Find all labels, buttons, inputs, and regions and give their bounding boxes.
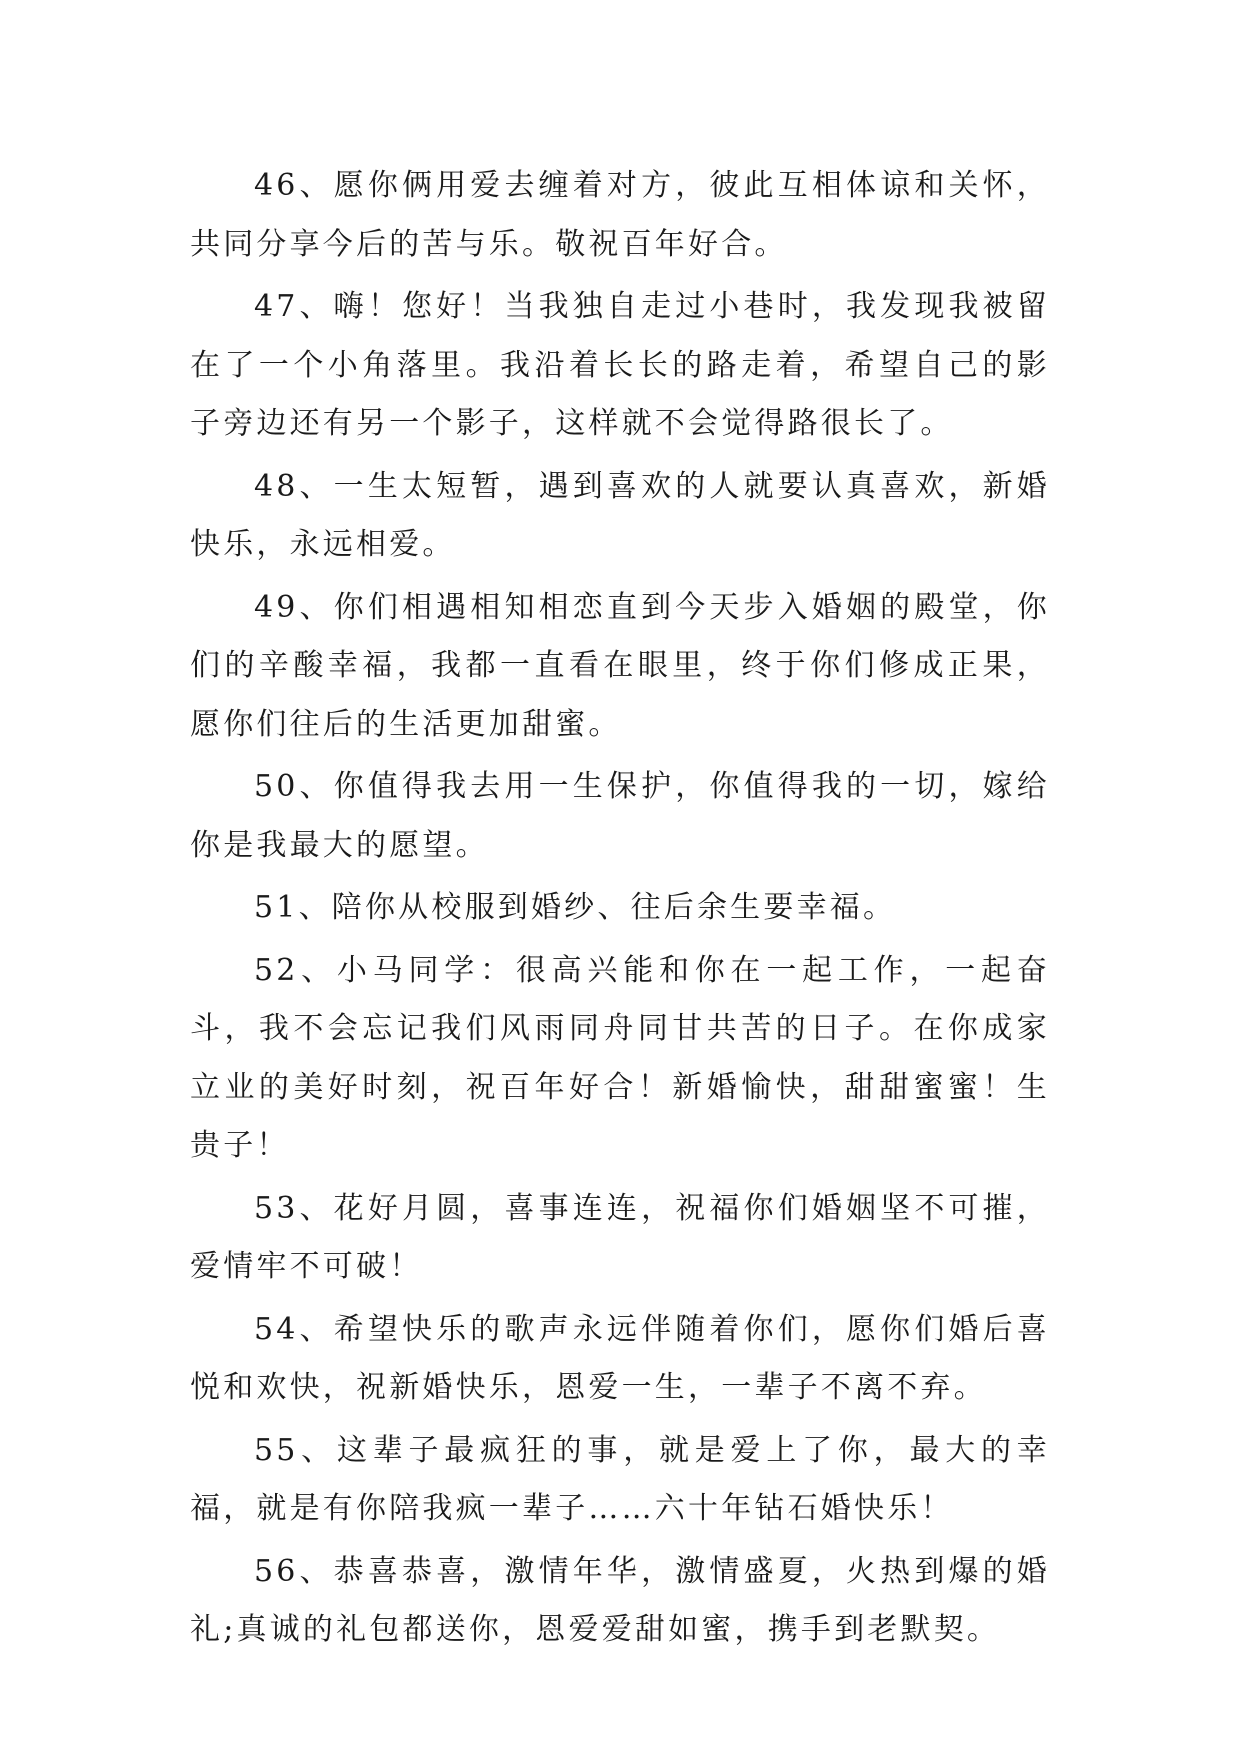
document-body: [190, 157, 1050, 1664]
paragraph-55: 55、这辈子最疯狂的事，就是爱上了你，最大的幸福，就是有你陪我疯一辈子……六十年钻石婚快乐！: [190, 1432, 1050, 1526]
paragraph-50: 50、你值得我去用一生保护，你值得我的一切，嫁给你是我最大的愿望。: [190, 769, 1050, 863]
paragraph-56: 56、恭喜恭喜，激情年华，激情盛夏，火热到爆的婚礼;真诚的礼包都送你，恩爱爱甜如蜜，携手到老默契。: [190, 1553, 1050, 1647]
paragraph-48: 48、一生太短暂，遇到喜欢的人就要认真喜欢，新婚快乐，永远相爱。: [190, 468, 1050, 562]
paragraph-49: 49、你们相遇相知相恋直到今天步入婚姻的殿堂，你们的辛酸幸福，我都一直看在眼里，终于你们修成正果，愿你们往后的生活更加甜蜜。: [190, 589, 1050, 742]
paragraph-52: 52、小马同学：很高兴能和你在一起工作，一起奋斗，我不会忘记我们风雨同舟同甘共苦的日子。在你成家立业的美好时刻，祝百年好合！新婚愉快，甜甜蜜蜜！生贵子！: [190, 952, 1050, 1163]
paragraph-47: 47、嗨！您好！当我独自走过小巷时，我发现我被留在了一个小角落里。我沿着长长的路走着，希望自己的影子旁边还有另一个影子，这样就不会觉得路很长了。: [190, 289, 1050, 441]
paragraph-54: 54、希望快乐的歌声永远伴随着你们，愿你们婚后喜悦和欢快，祝新婚快乐，恩爱一生，一辈子不离不弃。: [190, 1311, 1050, 1405]
paragraph-51: 51、陪你从校服到婚纱、往后余生要幸福。: [254, 890, 897, 925]
paragraph-46: 46、愿你俩用爱去缠着对方，彼此互相体谅和关怀，共同分享今后的苦与乐。敬祝百年好合。: [190, 168, 1050, 262]
paragraph-53: 53、花好月圆，喜事连连，祝福你们婚姻坚不可摧，爱情牢不可破！: [190, 1190, 1050, 1284]
